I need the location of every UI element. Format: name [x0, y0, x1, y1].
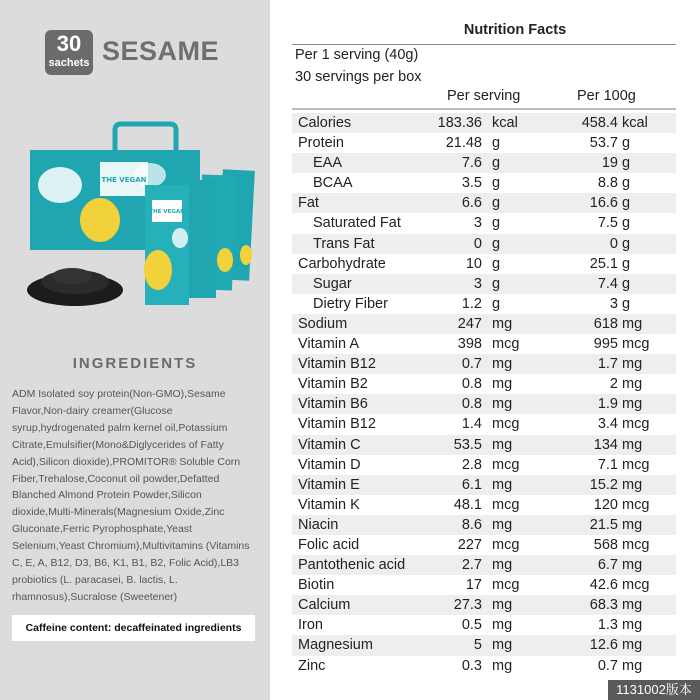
- servings-per-box: 30 servings per box: [295, 69, 422, 85]
- per-serving-unit: mcg: [492, 577, 520, 594]
- nutrient-label: Sodium: [298, 315, 348, 332]
- table-row: [292, 394, 676, 414]
- per-serving-value: 1.4: [461, 416, 482, 433]
- per-100g-unit: kcal: [622, 115, 648, 131]
- per-100g-unit: mg: [622, 597, 643, 614]
- table-row: [292, 595, 676, 615]
- per-serving-value: 1.2: [461, 295, 482, 312]
- per-serving-value: 6.6: [461, 195, 482, 212]
- table-row: [292, 153, 676, 173]
- per-100g-unit: mg: [622, 396, 643, 413]
- per-serving-unit: mg: [492, 516, 513, 533]
- per-100g-value: 1.9: [597, 396, 618, 413]
- per-100g-unit: g: [622, 175, 631, 192]
- product-title: SESAME: [102, 36, 220, 66]
- per-100g-value: 12.6: [589, 637, 618, 654]
- per-100g-unit: g: [622, 255, 631, 272]
- per-100g-value: 15.2: [589, 476, 618, 493]
- col-per-100g: Per 100g: [577, 88, 636, 104]
- nutrient-label: Folic acid: [298, 536, 360, 553]
- per-100g-value: 3.4: [597, 416, 618, 433]
- nutrient-label: Vitamin C: [298, 436, 361, 453]
- table-row: [292, 374, 676, 394]
- nutrient-label: Vitamin B2: [298, 376, 368, 393]
- ingredients-text: ADM Isolated soy protein(Non-GMO),Sesame Flavor,Non-dairy creamer(Glucose syrup,hydrogenated palm kernel oil,Potassium Citrate,Emulsifier(Mono&Diglycerides of Fatty Acid),Silicon dioxide),PROMITOR® Soluble Corn Fiber,Trehalose,Coconut oil powder,Defatted Blanched Almond Protein Powder,Silicon dioxide,Multi-Minerals(Magnesium Oxide,Zinc Gluconate,Ferric Pyrophosphate,Yeast Selenium,Yeast Chromium),Multivitamins (Vitamins C, E, A, B12, D3, B6, K1, B1, B2, Folic Acid),LB3 probiotics (L. paracasei, B. lactis, L. rhamnosus),Sucralose (Sweetener): [12, 388, 250, 603]
- divider: [292, 44, 676, 45]
- table-row: [292, 314, 676, 334]
- per-serving-unit: mg: [492, 376, 513, 393]
- per-serving-value: 8.6: [461, 516, 482, 533]
- per-serving-value: 0.5: [461, 617, 482, 634]
- per-100g-value: 25.1: [589, 255, 618, 272]
- per-100g-value: 6.7: [597, 557, 618, 574]
- per-serving-value: 48.1: [453, 496, 482, 513]
- per-serving-unit: mg: [492, 436, 513, 453]
- per-serving-value: 3: [473, 275, 482, 292]
- per-serving-unit: mg: [492, 476, 513, 493]
- table-row: [292, 435, 676, 455]
- sachet-count: 30: [56, 31, 82, 56]
- sachet-unit: sachets: [48, 57, 90, 69]
- table-row: [292, 575, 676, 595]
- per-serving-value: 27.3: [453, 597, 482, 614]
- nutrient-label: Carbohydrate: [298, 255, 386, 272]
- nutrient-label: Niacin: [298, 516, 339, 533]
- per-100g-unit: g: [622, 295, 631, 312]
- caffeine-note: Caffeine content: decaffeinated ingredients: [12, 615, 255, 641]
- per-serving-unit: g: [492, 195, 501, 212]
- box-brand-text: THE VEGAN: [101, 176, 147, 184]
- per-100g-value: 1.7: [597, 356, 618, 373]
- table-row: [292, 274, 676, 294]
- nutrient-label: Vitamin A: [298, 336, 359, 353]
- header-divider: [292, 108, 676, 110]
- per-100g-unit: mg: [622, 657, 643, 674]
- per-100g-value: 1.3: [597, 617, 618, 634]
- nutrient-label: Biotin: [298, 577, 335, 594]
- per-100g-unit: mg: [622, 315, 643, 332]
- per-serving-value: 53.5: [453, 436, 482, 453]
- version-code: 1131002版本: [608, 680, 700, 700]
- table-row: [292, 334, 676, 354]
- nutrient-label: Calcium: [298, 597, 351, 614]
- per-100g-unit: mcg: [622, 536, 650, 553]
- table-row: [292, 455, 676, 475]
- per-100g-value: 7.5: [597, 215, 618, 232]
- per-100g-unit: g: [622, 235, 631, 252]
- nutrient-label: Calories: [298, 115, 352, 131]
- nutrient-label: Saturated Fat: [313, 215, 401, 232]
- per-serving-unit: g: [492, 155, 501, 172]
- per-100g-unit: g: [622, 155, 631, 172]
- per-100g-unit: mcg: [622, 496, 650, 513]
- table-row: [292, 354, 676, 374]
- per-serving-value: 0.8: [461, 376, 482, 393]
- per-100g-value: 16.6: [589, 195, 618, 212]
- serving-size: Per 1 serving (40g): [295, 47, 419, 63]
- per-serving-value: 17: [465, 577, 482, 594]
- table-row: [292, 535, 676, 555]
- nutrient-label: Pantothenic acid: [298, 557, 406, 574]
- sachet-count-badge: [45, 30, 93, 75]
- left-panel: [0, 0, 270, 700]
- per-serving-unit: mg: [492, 315, 513, 332]
- table-row: [292, 113, 676, 133]
- table-row: [292, 133, 676, 153]
- per-100g-value: 7.1: [597, 456, 618, 473]
- per-serving-value: 3: [473, 215, 482, 232]
- per-serving-unit: mcg: [492, 416, 520, 433]
- per-100g-unit: mg: [622, 476, 643, 493]
- per-serving-value: 227: [457, 536, 482, 553]
- table-row: [292, 213, 676, 233]
- sachet-brand-text: THE VEGAN: [149, 209, 185, 215]
- per-100g-value: 8.8: [597, 175, 618, 192]
- per-100g-value: 2: [609, 376, 618, 393]
- nutrient-label: Zinc: [298, 657, 326, 674]
- per-serving-unit: g: [492, 235, 501, 252]
- per-100g-value: 19: [601, 155, 618, 172]
- nutrient-label: Vitamin B12: [298, 416, 376, 433]
- per-serving-value: 2.7: [461, 557, 482, 574]
- per-serving-value: 398: [457, 336, 482, 353]
- nutrient-label: Vitamin B12: [298, 356, 376, 373]
- per-100g-unit: g: [622, 215, 631, 232]
- table-row: [292, 495, 676, 515]
- per-100g-unit: mcg: [622, 577, 650, 594]
- per-100g-value: 0: [609, 235, 618, 252]
- per-serving-unit: g: [492, 275, 501, 292]
- nutrient-label: Vitamin B6: [298, 396, 368, 413]
- per-serving-value: 0: [473, 235, 482, 252]
- per-100g-unit: mg: [622, 617, 643, 634]
- per-serving-value: 183.36: [437, 115, 482, 131]
- table-row: [292, 615, 676, 635]
- per-100g-value: 458.4: [581, 115, 618, 131]
- per-100g-unit: g: [622, 275, 631, 292]
- per-serving-unit: g: [492, 215, 501, 232]
- nutrient-label: Iron: [298, 617, 323, 634]
- col-per-serving: Per serving: [447, 88, 521, 104]
- per-100g-value: 568: [593, 536, 618, 553]
- ingredients-title: INGREDIENTS: [72, 355, 198, 372]
- per-serving-value: 7.6: [461, 155, 482, 172]
- per-serving-unit: g: [492, 135, 501, 152]
- per-serving-value: 247: [457, 315, 482, 332]
- per-serving-value: 3.5: [461, 175, 482, 192]
- per-100g-value: 0.7: [597, 657, 618, 674]
- table-row: [292, 475, 676, 495]
- per-100g-unit: mcg: [622, 456, 650, 473]
- per-serving-unit: g: [492, 255, 501, 272]
- per-serving-value: 2.8: [461, 456, 482, 473]
- per-serving-unit: mcg: [492, 496, 520, 513]
- table-row: [292, 173, 676, 193]
- table-row: [292, 294, 676, 314]
- per-100g-unit: g: [622, 135, 631, 152]
- per-serving-value: 10: [465, 255, 482, 272]
- nutrient-label: Sugar: [313, 275, 352, 292]
- per-serving-unit: mg: [492, 557, 513, 574]
- per-100g-value: 995: [593, 336, 618, 353]
- table-row: [292, 656, 676, 676]
- per-100g-unit: mcg: [622, 336, 650, 353]
- per-100g-value: 53.7: [589, 135, 618, 152]
- per-serving-value: 0.3: [461, 657, 482, 674]
- per-serving-value: 6.1: [461, 476, 482, 493]
- per-100g-value: 42.6: [589, 577, 618, 594]
- per-100g-value: 120: [593, 496, 618, 513]
- nutrient-label: Vitamin E: [298, 476, 360, 493]
- table-row: [292, 193, 676, 213]
- per-serving-unit: mg: [492, 617, 513, 634]
- column-headers: [292, 88, 676, 108]
- per-serving-unit: mg: [492, 637, 513, 654]
- per-serving-unit: mcg: [492, 456, 520, 473]
- per-100g-unit: g: [622, 195, 631, 212]
- per-100g-unit: mg: [622, 516, 643, 533]
- per-100g-unit: mcg: [622, 416, 650, 433]
- per-serving-unit: mcg: [492, 536, 520, 553]
- per-100g-value: 68.3: [589, 597, 618, 614]
- table-row: [292, 254, 676, 274]
- nutrient-label: Trans Fat: [313, 235, 375, 252]
- per-serving-value: 5: [473, 637, 482, 654]
- nutrient-label: Vitamin K: [298, 496, 360, 513]
- nutrition-table: [292, 113, 676, 676]
- table-row: [292, 414, 676, 434]
- per-100g-value: 134: [593, 436, 618, 453]
- per-serving-value: 21.48: [445, 135, 482, 152]
- per-100g-value: 3: [609, 295, 618, 312]
- nutrition-facts-title: Nutrition Facts: [463, 22, 567, 38]
- per-100g-unit: mg: [622, 376, 643, 393]
- per-serving-unit: mg: [492, 356, 513, 373]
- per-serving-unit: mcg: [492, 336, 520, 353]
- nutrient-label: Vitamin D: [298, 456, 361, 473]
- per-serving-unit: mg: [492, 396, 513, 413]
- per-serving-unit: g: [492, 175, 501, 192]
- per-100g-unit: mg: [622, 557, 643, 574]
- table-row: [292, 635, 676, 655]
- per-serving-unit: kcal: [492, 115, 518, 131]
- per-100g-value: 21.5: [589, 516, 618, 533]
- per-serving-unit: mg: [492, 597, 513, 614]
- nutrient-label: Protein: [298, 135, 344, 152]
- table-row: [292, 515, 676, 535]
- nutrient-label: BCAA: [313, 175, 353, 192]
- table-row: [292, 234, 676, 254]
- per-100g-unit: mg: [622, 436, 643, 453]
- per-serving-unit: g: [492, 295, 501, 312]
- per-serving-value: 0.7: [461, 356, 482, 373]
- nutrient-label: Dietry Fiber: [313, 295, 388, 312]
- table-row: [292, 555, 676, 575]
- per-100g-unit: mg: [622, 637, 643, 654]
- product-image: [20, 110, 260, 320]
- per-100g-value: 618: [593, 315, 618, 332]
- nutrient-label: Magnesium: [298, 637, 373, 654]
- per-serving-unit: mg: [492, 657, 513, 674]
- nutrient-label: EAA: [313, 155, 343, 172]
- per-100g-unit: mg: [622, 356, 643, 373]
- per-100g-value: 7.4: [597, 275, 618, 292]
- per-serving-value: 0.8: [461, 396, 482, 413]
- nutrient-label: Fat: [298, 195, 319, 212]
